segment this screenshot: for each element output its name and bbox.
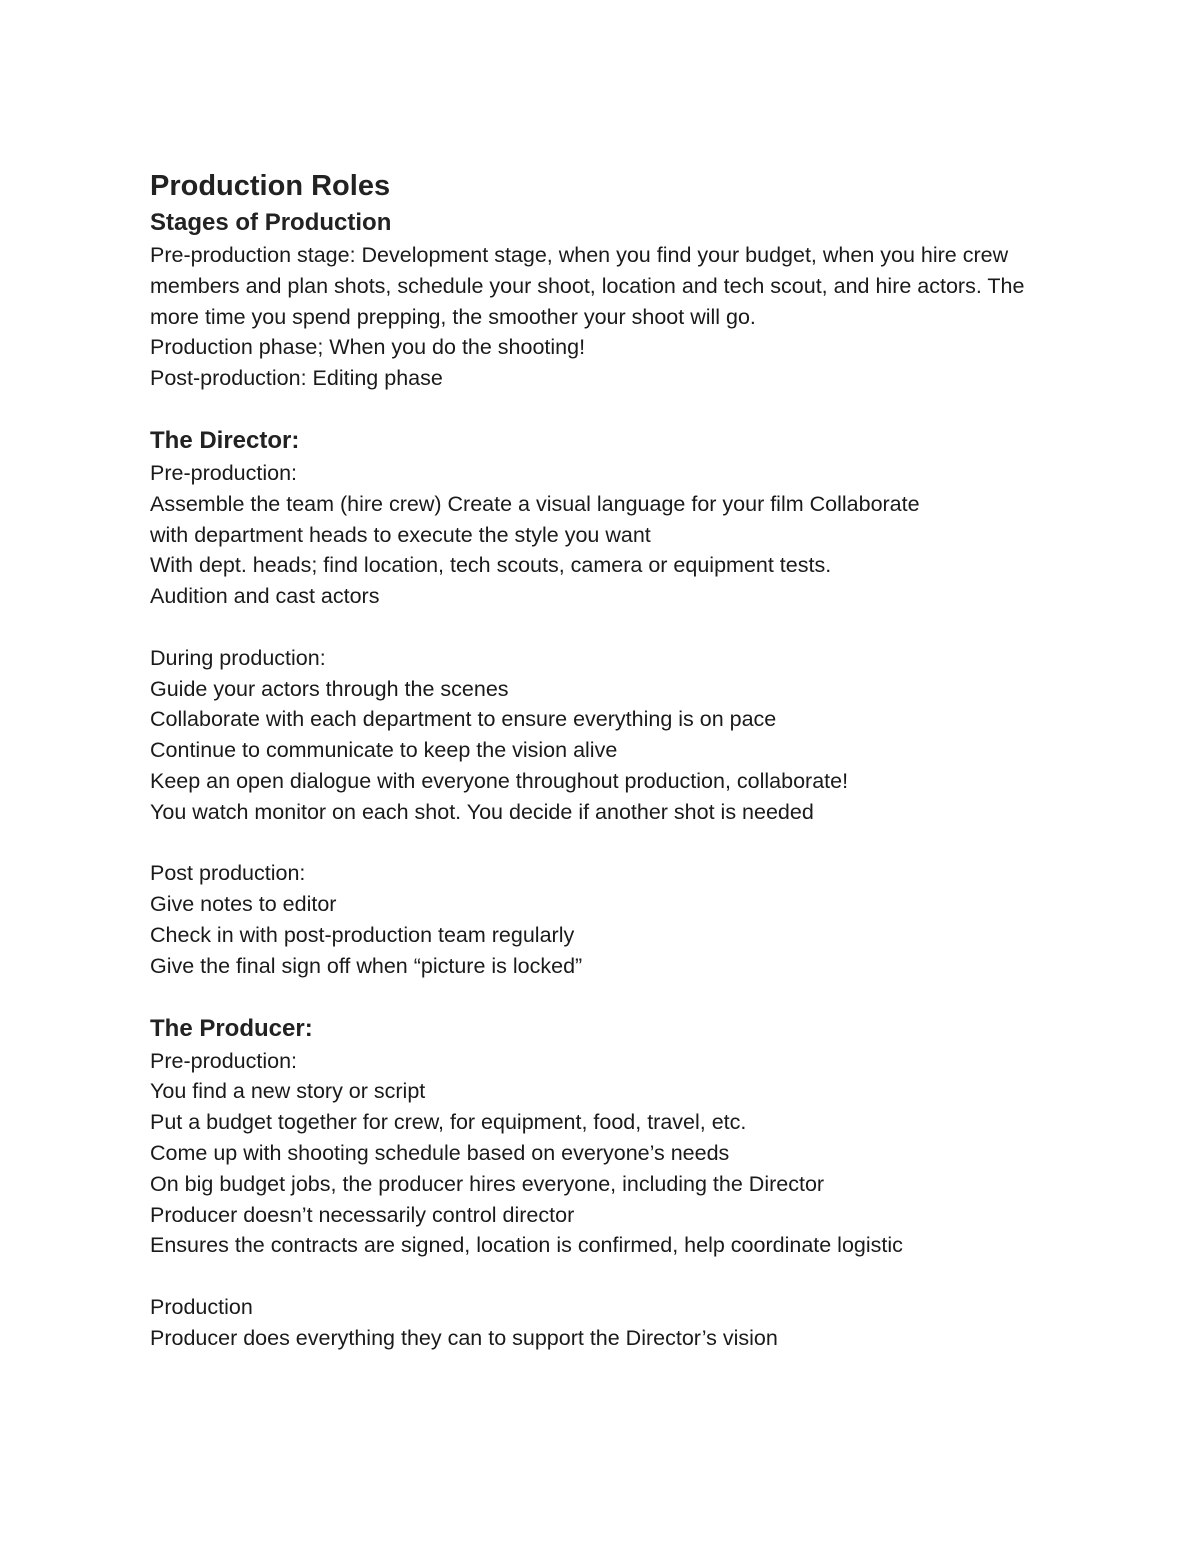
director-heading: The Director: (150, 426, 300, 454)
producer-pre-item: Ensures the contracts are signed, location is confirmed, help coordinate logistic (150, 1233, 903, 1258)
document-page (150, 166, 1050, 1354)
director-during-item: Keep an open dialogue with everyone throughout production, collaborate! (150, 768, 849, 793)
director-pre-item: With dept. heads; find location, tech scouts, camera or equipment tests. (150, 553, 832, 578)
producer-heading: The Producer: (150, 1014, 313, 1042)
producer-pre-item: Put a budget together for crew, for equipment, food, travel, etc. (150, 1110, 747, 1135)
producer-pre-label: Pre-production: (150, 1048, 297, 1073)
director-post-item: Check in with post-production team regularly (150, 922, 575, 947)
director-during-label: During production: (150, 645, 326, 670)
director-post-item: Give notes to editor (150, 892, 337, 917)
director-post-label: Post production: (150, 861, 306, 886)
producer-pre-item: Producer doesn’t necessarily control director (150, 1202, 575, 1227)
director-pre-item: Assemble the team (hire crew) Create a visual language for your film Collaborate (150, 491, 920, 516)
director-during-item: Continue to communicate to keep the vision alive (150, 738, 618, 763)
director-during-item: Collaborate with each department to ensure everything is on pace (150, 707, 777, 732)
director-during-item: Guide your actors through the scenes (150, 676, 509, 701)
producer-pre-item: You find a new story or script (150, 1079, 426, 1104)
stages-heading: Stages of Production (150, 209, 392, 236)
producer-production-label: Production (150, 1294, 253, 1319)
director-pre-item: Audition and cast actors (150, 584, 380, 609)
pre-production-paragraph: Pre-production stage: Development stage, when you find your budget, when you hire crew members and plan shots, schedule your shoot, location and tech scout, and hire actors. The more time you spend prepping, the smoother your shoot will go. (150, 243, 1025, 329)
production-phase-line: Production phase; When you do the shooting! (150, 335, 586, 360)
director-post-item: Give the final sign off when “picture is locked” (150, 953, 583, 978)
director-during-item: You watch monitor on each shot. You decide if another shot is needed (150, 799, 814, 824)
producer-pre-item: Come up with shooting schedule based on everyone’s needs (150, 1140, 730, 1165)
producer-pre-item: On big budget jobs, the producer hires everyone, including the Director (150, 1171, 825, 1196)
producer-production-item: Producer does everything they can to support the Director’s vision (150, 1325, 778, 1350)
post-production-line: Post-production: Editing phase (150, 366, 443, 391)
document-title: Production Roles (150, 170, 391, 202)
director-pre-item: with department heads to execute the style you want (150, 522, 651, 547)
director-pre-label: Pre-production: (150, 460, 297, 485)
